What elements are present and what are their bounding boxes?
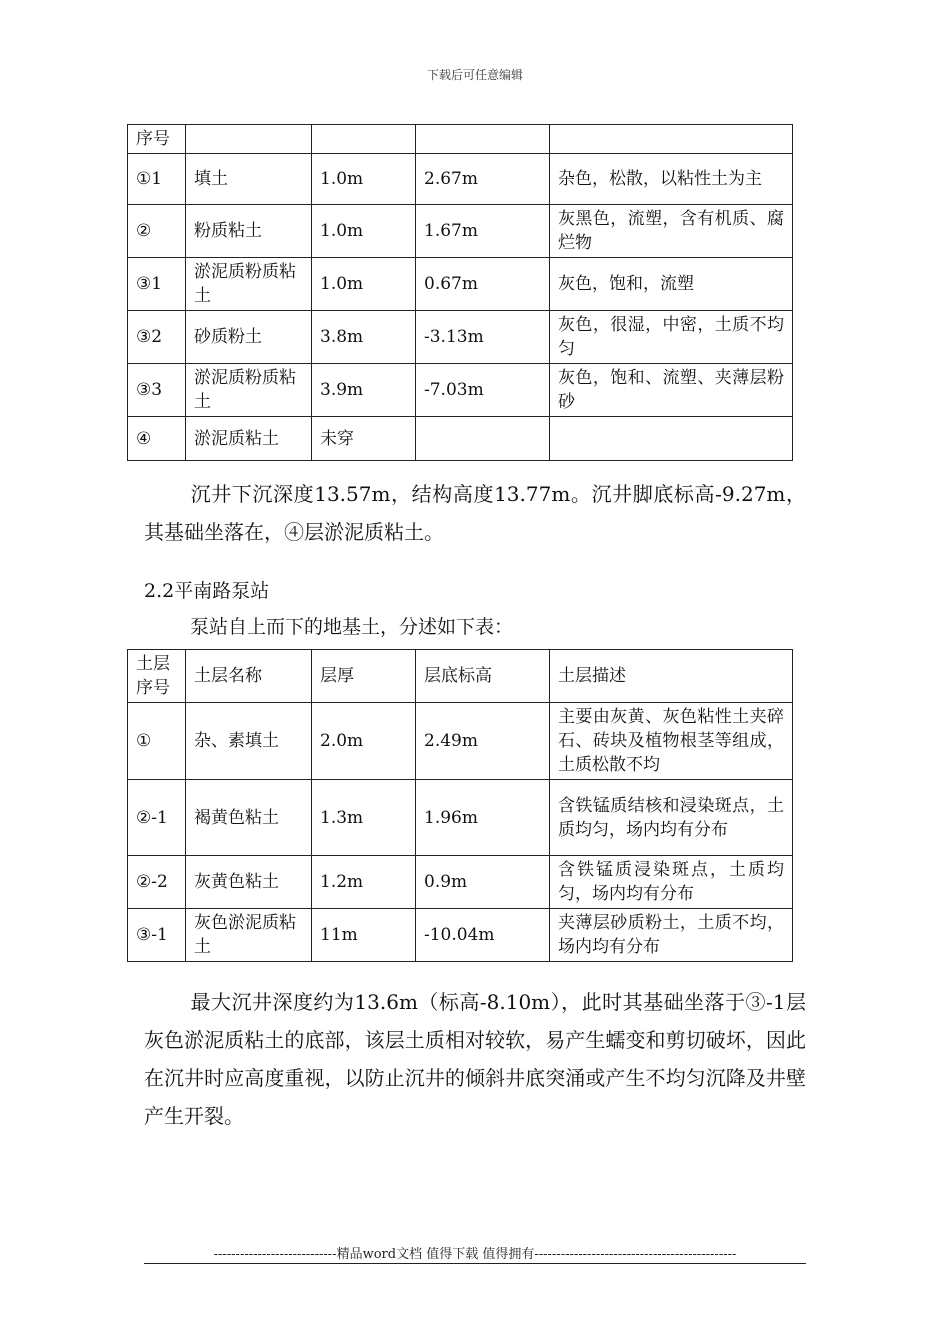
cell-description: 夹薄层砂质粉土，土质不均，场内均有分布	[550, 909, 793, 962]
cell-bottom-elevation: -3.13m	[416, 311, 550, 364]
cell-bottom-elevation: 2.67m	[416, 154, 550, 205]
table-row	[128, 909, 793, 962]
table-row	[128, 780, 793, 856]
table-row	[128, 703, 793, 780]
cell-description: 含铁锰质结核和浸染斑点，土质均匀，场内均有分布	[550, 780, 793, 856]
section-heading: 2.2平南路泵站	[144, 580, 270, 602]
cell-thickness: 2.0m	[312, 703, 416, 780]
cell-bottom-elevation: -7.03m	[416, 364, 550, 417]
cell-thickness: 1.2m	[312, 856, 416, 909]
cell-layer-name: 淤泥质粘土	[186, 417, 312, 461]
cell-thickness: 11m	[312, 909, 416, 962]
soil-table-2	[127, 649, 793, 962]
table-row	[128, 311, 793, 364]
table-row	[128, 154, 793, 205]
footer-divider	[144, 1263, 806, 1264]
cell-layer-no: ①	[128, 703, 186, 780]
cell-layer-no: ③1	[128, 258, 186, 311]
cell-bottom-elevation: 1.67m	[416, 205, 550, 258]
table-row	[128, 417, 793, 461]
cell-layer-no: ③2	[128, 311, 186, 364]
cell-description	[550, 417, 793, 461]
cell-bottom-elevation: 0.9m	[416, 856, 550, 909]
cell-layer-name: 粉质粘土	[186, 205, 312, 258]
header-cell	[186, 125, 312, 154]
table-row	[128, 205, 793, 258]
cell-description: 主要由灰黄、灰色粘性土夹碎石、砖块及植物根茎等组成，土质松散不均	[550, 703, 793, 780]
cell-layer-name: 填土	[186, 154, 312, 205]
cell-layer-no: ②-2	[128, 856, 186, 909]
page-header: 下载后可任意编辑	[426, 68, 523, 82]
header-cell	[416, 125, 550, 154]
page-footer: ----------------------------精品word文档 值得下载 值得拥有----------------------------------------------	[213, 1247, 737, 1262]
header-cell: 土层描述	[550, 650, 793, 703]
header-cell	[312, 125, 416, 154]
cell-bottom-elevation: 1.96m	[416, 780, 550, 856]
cell-thickness: 未穿	[312, 417, 416, 461]
cell-description: 灰色，很湿，中密，土质不均匀	[550, 311, 793, 364]
section-intro: 泵站自上而下的地基土，分述如下表：	[190, 616, 514, 638]
paragraph-foundation-risk	[144, 983, 806, 1135]
cell-layer-no: ②	[128, 205, 186, 258]
paragraph-text: 沉井下沉深度13.57m，结构高度13.77m。沉井脚底标高-9.27m，其基础坐落在，④层淤泥质粘土。	[144, 482, 806, 544]
cell-thickness: 1.0m	[312, 154, 416, 205]
cell-thickness: 1.3m	[312, 780, 416, 856]
header-cell: 序号	[128, 125, 186, 154]
cell-layer-no: ③3	[128, 364, 186, 417]
cell-thickness: 1.0m	[312, 258, 416, 311]
table-header-row	[128, 125, 793, 154]
cell-layer-name: 砂质粉土	[186, 311, 312, 364]
cell-thickness: 1.0m	[312, 205, 416, 258]
cell-layer-no: ②-1	[128, 780, 186, 856]
cell-layer-name: 灰黄色粘土	[186, 856, 312, 909]
table-row	[128, 258, 793, 311]
header-cell: 土层名称	[186, 650, 312, 703]
table-row	[128, 856, 793, 909]
cell-description: 灰色，饱和、流塑、夹薄层粉砂	[550, 364, 793, 417]
header-cell: 土层序号	[128, 650, 186, 703]
cell-layer-name: 灰色淤泥质粘土	[186, 909, 312, 962]
soil-table-1	[127, 124, 793, 461]
cell-thickness: 3.8m	[312, 311, 416, 364]
cell-layer-name: 杂、素填土	[186, 703, 312, 780]
header-cell: 层底标高	[416, 650, 550, 703]
cell-layer-name: 淤泥质粉质粘土	[186, 258, 312, 311]
cell-description: 含铁锰质浸染斑点，土质均匀，场内均有分布	[550, 856, 793, 909]
cell-bottom-elevation: 0.67m	[416, 258, 550, 311]
cell-bottom-elevation: -10.04m	[416, 909, 550, 962]
paragraph-caisson-depth	[144, 475, 806, 551]
header-cell	[550, 125, 793, 154]
table-header-row	[128, 650, 793, 703]
cell-layer-no: ④	[128, 417, 186, 461]
cell-bottom-elevation	[416, 417, 550, 461]
cell-description: 灰色，饱和，流塑	[550, 258, 793, 311]
table-row	[128, 364, 793, 417]
cell-description: 杂色，松散，以粘性土为主	[550, 154, 793, 205]
cell-layer-name: 褐黄色粘土	[186, 780, 312, 856]
cell-layer-no: ①1	[128, 154, 186, 205]
cell-bottom-elevation: 2.49m	[416, 703, 550, 780]
cell-layer-name: 淤泥质粉质粘土	[186, 364, 312, 417]
cell-description: 灰黑色，流塑，含有机质、腐烂物	[550, 205, 793, 258]
cell-layer-no: ③-1	[128, 909, 186, 962]
paragraph-text: 最大沉井深度约为13.6m（标高-8.10m），此时其基础坐落于③-1层灰色淤泥质粘土的底部，该层土质相对较软，易产生蠕变和剪切破坏，因此在沉井时应高度重视，以防止沉井的倾斜井底突涌或产生不均匀沉降及井壁产生开裂。	[144, 990, 806, 1128]
cell-thickness: 3.9m	[312, 364, 416, 417]
header-cell: 层厚	[312, 650, 416, 703]
